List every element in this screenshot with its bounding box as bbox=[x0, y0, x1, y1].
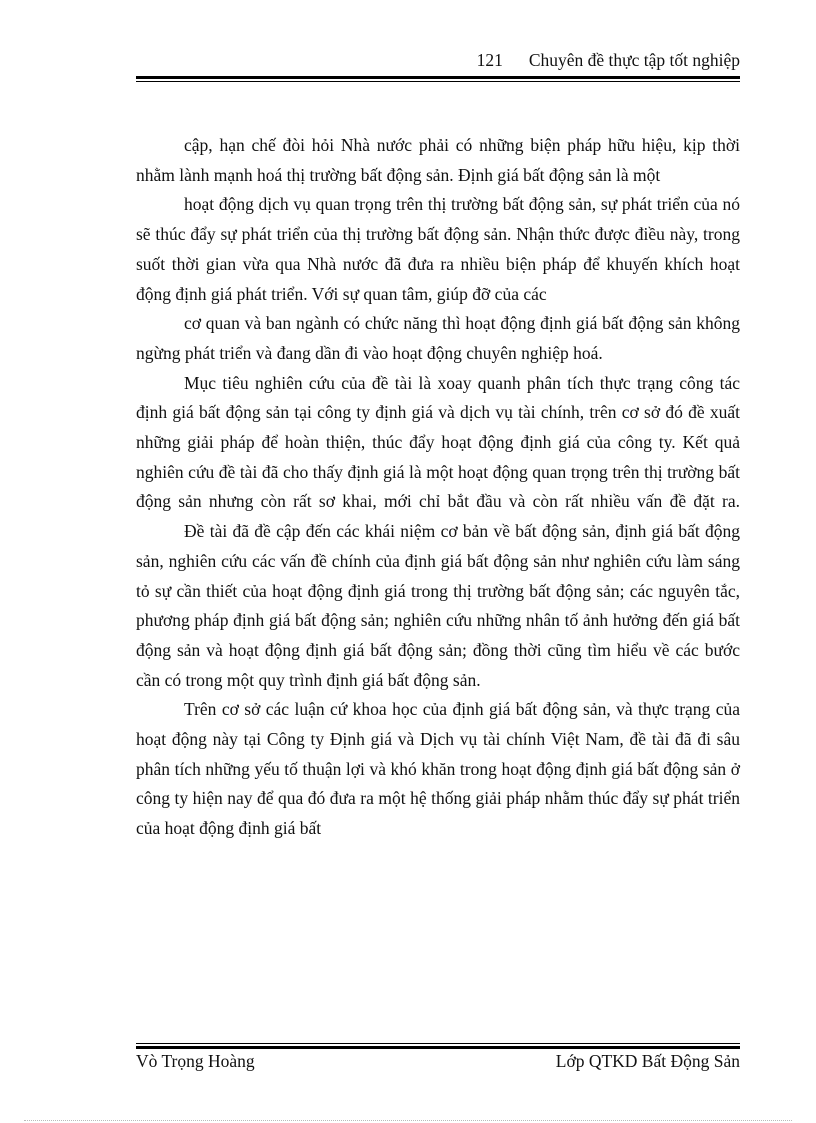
header-rule bbox=[136, 76, 740, 79]
paragraph-2: hoạt động dịch vụ quan trọng trên thị trường bất động sản, sự phát triển của nó sẽ thúc đẩy sự phát triển của thị trường bất động sản. Nhận thức được điều này, trong suốt thời gian vừa qua Nhà nước đã đưa ra nhiều biện pháp để khuyến khích hoạt động định giá phát triển. Với sự quan tâm, giúp đỡ của các bbox=[136, 194, 740, 304]
paragraph-6: Trên cơ sở các luận cứ khoa học của định giá bất động sản, và thực trạng của hoạt động này tại Công ty Định giá và Dịch vụ tài chính Việt Nam, đề tài đã đi sâu phân tích những yếu tố thuận lợi và khó khăn trong hoạt động định giá bất động sản ở công ty hiện nay để qua đó đưa ra một hệ thống giải pháp nhằm thúc đẩy sự phát triển của hoạt động định giá bất bbox=[136, 699, 740, 839]
paragraph-1: cập, hạn chế đòi hỏi Nhà nước phải có những biện pháp hữu hiệu, kịp thời nhằm lành mạnh hoá thị trường bất động sản. Định giá bất động sản là một bbox=[136, 135, 740, 185]
paragraph-4: Mục tiêu nghiên cứu của đề tài là xoay quanh phân tích thực trạng công tác định giá bất động sản tại công ty định giá và dịch vụ tài chính, trên cơ sở đó đề xuất những giải pháp để hoàn thiện, thúc đẩy hoạt động định giá của công ty. Kết quả nghiên cứu đề tài đã cho thấy định giá là một hoạt động quan trọng trên thị trường bất động sản nhưng còn rất sơ khai, mới chỉ bắt đầu và còn rất nhiều vấn đề đặt ra. bbox=[136, 372, 740, 512]
body-text bbox=[136, 131, 740, 844]
header-rule-thin bbox=[136, 81, 740, 82]
footer-rule-thin bbox=[136, 1043, 740, 1044]
page-number: 121 bbox=[476, 50, 503, 70]
paragraph-5: Đề tài đã đề cập đến các khái niệm cơ bản về bất động sản, định giá bất động sản, nghiên cứu các vấn đề chính của định giá bất động sản như nghiên cứu làm sáng tỏ sự cần thiết của hoạt động định giá trong thị trường bất động sản; các nguyên tắc, phương pháp định giá bất động sản; nghiên cứu những nhân tố ảnh hưởng đến giá bất động sản và hoạt động định giá bất động sản; đồng thời cũng tìm hiểu về các bước cần có trong một quy trình định giá bất động sản. bbox=[136, 521, 740, 690]
footer-class: Lớp QTKD Bất Động Sản bbox=[555, 1051, 740, 1071]
footer-rule bbox=[136, 1046, 740, 1049]
page-footer bbox=[136, 1050, 740, 1072]
footer-author: Vò Trọng Hoàng bbox=[136, 1051, 255, 1071]
header-title: Chuyên đề thực tập tốt nghiệp bbox=[528, 50, 740, 70]
paragraph-3: cơ quan và ban ngành có chức năng thì hoạt động định giá bất động sản không ngừng phát triển và đang dần đi vào hoạt động chuyên nghiệp hoá. bbox=[136, 313, 740, 363]
page-header bbox=[136, 49, 740, 71]
page-edge-dots bbox=[24, 1120, 792, 1121]
